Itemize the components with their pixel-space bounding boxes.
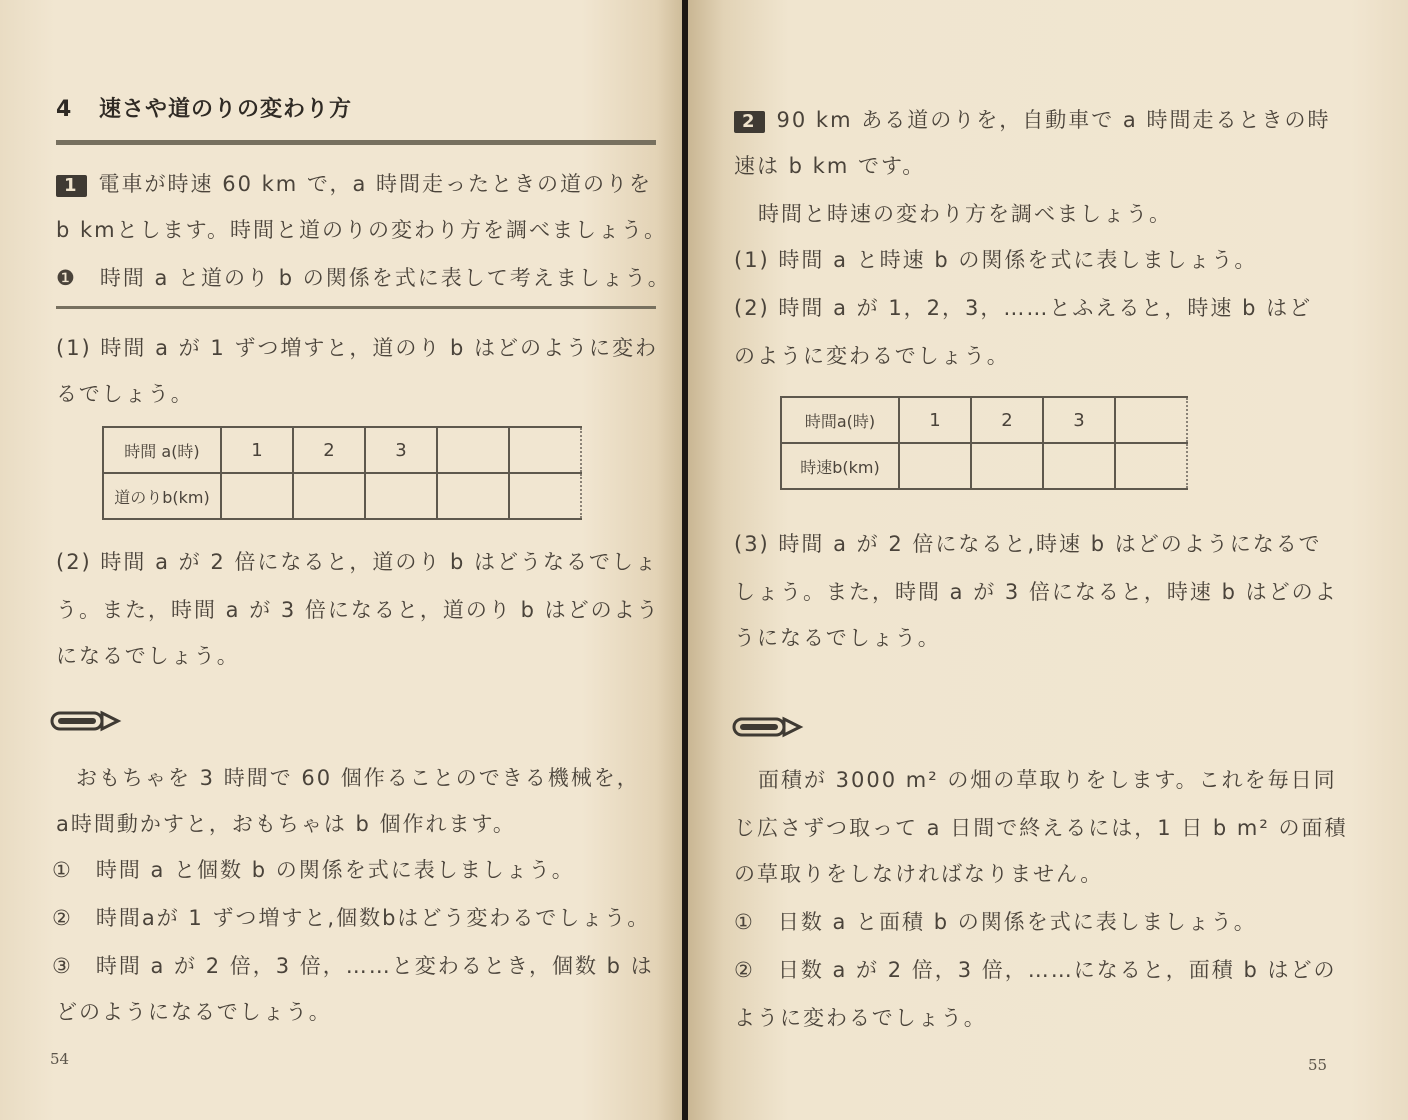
table-row-label: 時速b(km) xyxy=(781,443,899,489)
q1-line1-text: 電車が時速 60 km で，a 時間走ったときの道のりを xyxy=(98,172,653,196)
table-cell xyxy=(1115,443,1187,489)
table-row xyxy=(781,443,1187,489)
left-page xyxy=(0,0,684,1120)
heading-rule xyxy=(56,140,656,145)
table-cell xyxy=(509,427,581,473)
exercise-item2-line2: ように変わるでしょう。 xyxy=(734,1006,987,1030)
page-number: 54 xyxy=(50,1050,70,1068)
pencil-icon xyxy=(732,714,804,740)
table-cell xyxy=(437,473,509,519)
table-cell xyxy=(1115,397,1187,443)
p2-line3: になるでしょう。 xyxy=(56,644,240,668)
table-cell xyxy=(221,473,293,519)
table-row-label: 時間 a(時) xyxy=(103,427,221,473)
q2-badge: 2 xyxy=(734,111,765,133)
p2-line2: のように変わるでしょう。 xyxy=(734,344,1010,368)
p3-line1: (3) 時間 a が 2 倍になると,時速 b はどのようになるで xyxy=(734,532,1322,556)
exercise-line2: じ広さずつ取って a 日間で終えるには，1 日 b m² の面積 xyxy=(734,816,1348,840)
exercise-item2-line1: ② 日数 a が 2 倍，3 倍，……になると，面積 b はどの xyxy=(734,958,1337,982)
q2-line3: 時間と時速の変わり方を調べましょう。 xyxy=(758,202,1172,226)
p2-line1: (2) 時間 a が 1，2，3，……とふえると，時速 b はど xyxy=(734,296,1313,320)
exercise-line3: の草取りをしなければなりません。 xyxy=(734,862,1104,886)
p1: (1) 時間 a と時速 b の関係を式に表しましょう。 xyxy=(734,248,1258,272)
section-number: 4 xyxy=(56,97,73,122)
table-cell xyxy=(509,473,581,519)
q1-line2: b kmとします。時間と道のりの変わり方を調べましょう。 xyxy=(56,218,667,242)
table-row xyxy=(781,397,1187,443)
table-cell: 3 xyxy=(1043,397,1115,443)
q1-line1 xyxy=(56,168,652,198)
q1-sub: ❶ 時間 a と道のり b の関係を式に表して考えましょう。 xyxy=(56,266,671,290)
right-page xyxy=(688,0,1408,1120)
q2-line1-text: 90 km ある道のりを，自動車で a 時間走るときの時 xyxy=(776,108,1331,132)
table-cell xyxy=(971,443,1043,489)
sub-rule xyxy=(56,306,656,309)
p3-line2: しょう。また，時間 a が 3 倍になると，時速 b はどのよ xyxy=(734,580,1338,604)
section-heading xyxy=(56,92,352,123)
exercise-item2: ② 時間aが 1 ずつ増すと,個数bはどう変わるでしょう。 xyxy=(52,906,651,930)
q1-badge: 1 xyxy=(56,175,87,197)
exercise-line2: a時間動かすと，おもちゃは b 個作れます。 xyxy=(56,812,516,836)
table-row-label: 道のりb(km) xyxy=(103,473,221,519)
section-title: 速さや道のりの変わり方 xyxy=(98,97,352,122)
table-cell xyxy=(899,443,971,489)
exercise-line1: おもちゃを 3 時間で 60 個作ることのできる機械を， xyxy=(76,766,640,790)
table-cell xyxy=(365,473,437,519)
p1-line2: るでしょう。 xyxy=(56,382,194,406)
table-row xyxy=(103,427,581,473)
table-cell xyxy=(293,473,365,519)
pencil-icon xyxy=(50,708,122,734)
q2-line1 xyxy=(734,104,1330,134)
page-number: 55 xyxy=(1308,1056,1328,1074)
q2-line2: 速は b km です。 xyxy=(734,154,926,178)
table-cell: 2 xyxy=(293,427,365,473)
table-cell: 3 xyxy=(365,427,437,473)
p1-line1: (1) 時間 a が 1 ずつ増すと，道のり b はどのように変わ xyxy=(56,336,659,360)
table-cell: 1 xyxy=(899,397,971,443)
table-cell: 1 xyxy=(221,427,293,473)
table-row-label: 時間a(時) xyxy=(781,397,899,443)
p2-line1: (2) 時間 a が 2 倍になると，道のり b はどうなるでしょ xyxy=(56,550,658,574)
table-cell xyxy=(437,427,509,473)
exercise-item1: ① 日数 a と面積 b の関係を式に表しましょう。 xyxy=(734,910,1257,934)
exercise-item3-line1: ③ 時間 a が 2 倍，3 倍，……と変わるとき，個数 b は xyxy=(52,954,654,978)
exercise-line1: 面積が 3000 m² の畑の草取りをします。これを毎日同 xyxy=(758,768,1337,792)
time-distance-table xyxy=(102,426,582,520)
exercise-item3-line2: どのようになるでしょう。 xyxy=(56,1000,332,1024)
exercise-item1: ① 時間 a と個数 b の関係を式に表しましょう。 xyxy=(52,858,575,882)
p3-line3: うになるでしょう。 xyxy=(734,626,941,650)
p2-line2: う。また，時間 a が 3 倍になると，道のり b はどのよう xyxy=(56,598,660,622)
table-cell xyxy=(1043,443,1115,489)
time-speed-table xyxy=(780,396,1188,490)
table-cell: 2 xyxy=(971,397,1043,443)
table-row xyxy=(103,473,581,519)
